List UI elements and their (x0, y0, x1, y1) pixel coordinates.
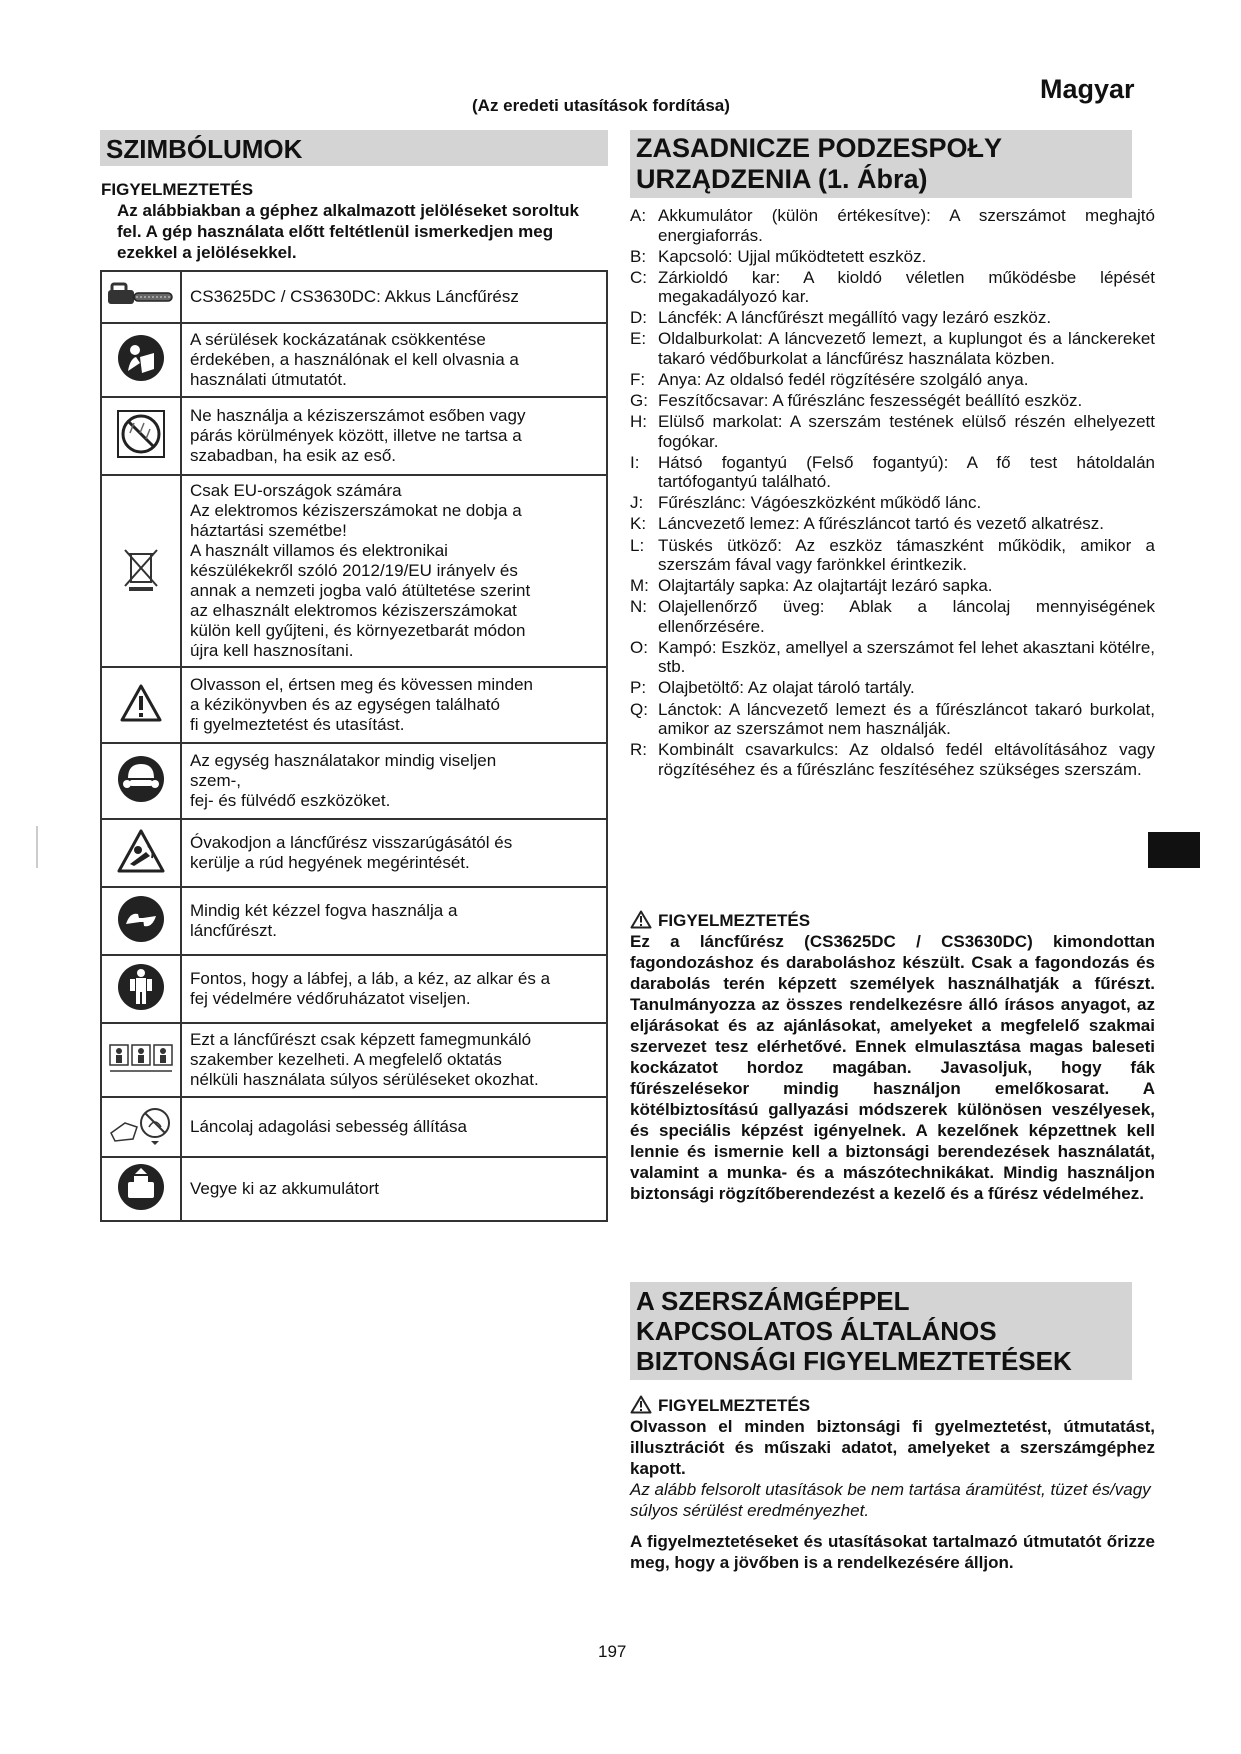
symbols-table (100, 270, 608, 1222)
chainsaw-warning (630, 910, 1155, 1204)
general-safety-title-line: A SZERSZÁMGÉPPEL (636, 1286, 910, 1316)
list-item (630, 678, 1155, 698)
component-key: B: (630, 246, 647, 266)
symbol-text-line: Olvasson el, értsen meg és kövessen minden (190, 675, 534, 694)
symbol-text-line: CS3625DC / CS3630DC: Akkus Láncfűrész (190, 287, 519, 306)
symbols-warning (101, 180, 608, 263)
component-key: M: (630, 576, 649, 596)
list-item (630, 268, 1155, 307)
symbol-row (101, 887, 607, 955)
symbol-text-line: Az egység használatakor mindig viseljen (190, 751, 497, 770)
symbol-text-line: szem-, (190, 771, 241, 790)
remove-battery-icon (116, 1162, 166, 1212)
symbol-row (101, 819, 607, 887)
components-title-line: URZĄDZENIA (1. Ábra) (636, 164, 928, 194)
symbol-text-line: az elhasznált elektromos kéziszerszámokat (190, 601, 517, 620)
component-key: Q: (630, 699, 648, 719)
component-key: H: (630, 412, 647, 432)
symbol-row (101, 323, 607, 397)
protective-clothing-icon (116, 962, 166, 1012)
kickback-warning-icon (116, 828, 166, 874)
list-item (630, 412, 1155, 451)
symbol-text-line: A használt villamos és elektronikai (190, 541, 448, 560)
component-text: Tüskés ütköző: Az eszköz támaszként működik, amikor a szerszám fával vagy farönkkel érintkezik. (658, 535, 1155, 575)
warning-triangle-icon (119, 683, 163, 723)
warning-triangle-icon (630, 1395, 652, 1414)
general-safety-bold-text: Olvasson el minden biztonsági fi gyelmeztetést, útmutatást, illusztrációt és műszaki adatot, amelyeket a szerszámgéphez kapott. (630, 1417, 1155, 1478)
component-key: A: (630, 206, 647, 225)
symbol-row (101, 1157, 607, 1221)
translation-subtitle: (Az eredeti utasítások fordítása) (472, 96, 730, 115)
list-item (630, 638, 1155, 677)
symbol-text-line: külön kell gyűjteni, és környezetbarát módon (190, 621, 526, 640)
page-number: 197 (598, 1642, 627, 1661)
component-text: Kapcsoló: Ujjal működtetett eszköz. (658, 246, 927, 266)
component-key: I: (630, 452, 640, 472)
symbol-text-line: újra kell hasznosítani. (190, 641, 354, 660)
chainsaw-icon (106, 276, 176, 314)
component-text: Akkumulátor (külön értékesítve): A szerszámot meghajtó energiaforrás. (658, 206, 1155, 245)
component-text: Láncfék: A láncfűrészt megállító vagy lezáró eszköz. (658, 308, 1052, 328)
symbol-text-line: A sérülések kockázatának csökkentése (190, 330, 486, 349)
component-key: F: (630, 369, 646, 389)
list-item (630, 206, 1155, 245)
symbol-text-line: kerülje a rúd hegyének megérintését. (190, 853, 470, 872)
component-key: G: (630, 391, 648, 411)
component-text: Olajellenőrző üveg: Ablak a láncolaj mennyiségének ellenőrzésére. (658, 597, 1155, 636)
symbol-row (101, 667, 607, 743)
symbol-text-line: fi gyelmeztetést és utasítást. (190, 715, 405, 734)
symbol-row (101, 955, 607, 1023)
chainsaw-warning-text: Ez a láncfűrész (CS3625DC / CS3630DC) kimondottan fagondozáshoz és daraboláshoz készült. Csak a fagondozás és darabolás terén képzett személyek használhatják a fűrészt. Tanulmányozza az összes rendelkezésre álló írásos anyagot, az eljárásokat és az ajánlásokat, amelyeket a megfelelő szakmai szervezet tesz elérhetővé. Ennek elmulasztása magas baleseti kockázatot hordoz magában. Javasoljuk, hogy fák fűrészelésekor mindig használjon emelőkosarat. A kötélbiztosítású gallyazási módszerek különösen veszélyesek, és speciális képzést igényelnek. A kezelőnek képzettnek kell lennie és ismernie kell a biztonsági berendezések használatát, valamint a munka- és a mászótechnikákat. Mindig használjon biztonsági rögzítőberendezést a kezelő és a fűrész védelméhez. (630, 932, 1155, 1203)
component-text: Feszítőcsavar: A fűrészlánc feszességét beállító eszköz. (658, 391, 1083, 411)
list-item (630, 493, 1155, 513)
list-item (630, 329, 1155, 368)
symbol-text-line: Óvakodjon a láncfűrész visszarúgásától és (190, 833, 513, 852)
symbol-text-line: a kézikönyvben és az egységen található (190, 695, 500, 714)
symbol-text-line: használati útmutatót. (190, 370, 347, 389)
components-title-line: ZASADNICZE PODZESPOŁY (636, 133, 1003, 163)
symbol-text-line: készülékekről szóló 2012/19/EU irányelv és (190, 561, 518, 580)
component-text: Fűrészlánc: Vágóeszközként működő lánc. (658, 493, 982, 513)
two-hands-icon (116, 894, 166, 944)
component-text: Lánctok: A láncvezető lemezt és a fűrészláncot takaró burkolat, amikor az szerszámot nem használják. (658, 699, 1155, 738)
component-key: R: (630, 740, 647, 760)
component-text: Olajtartály sapka: Az olajtartájt lezáró sapka. (658, 576, 993, 596)
symbol-text-line: Ezt a láncfűrészt csak képzett famegmunkáló (190, 1030, 532, 1049)
symbol-text-line: nélküli használata súlyos sérüléseket okozhat. (190, 1070, 539, 1089)
symbol-text-line: Mindig két kézzel fogva használja a (190, 901, 458, 920)
component-key: D: (630, 308, 647, 328)
list-item (630, 576, 1155, 596)
component-key: L: (630, 535, 645, 555)
symbol-text-line: háztartási szemétbe! (190, 521, 347, 540)
trained-operator-icon (108, 1041, 174, 1075)
symbol-text-line: Vegye ki az akkumulátort (190, 1179, 379, 1198)
symbol-text-line: annak a nemzeti jogba való átültetése szerint (190, 581, 531, 600)
symbol-row (101, 1023, 607, 1097)
general-safety-italic-text: Az alább felsorolt utasítások be nem tartása áramütést, tüzet és/vagy súlyos sérülést eredményezhet. (630, 1480, 1151, 1520)
symbol-text-line: Az elektromos kéziszerszámokat ne dobja a (190, 501, 522, 520)
symbols-warning-label: FIGYELMEZTETÉS (101, 180, 254, 199)
list-item (630, 247, 1155, 267)
component-text: Hátsó fogantyú (Felső fogantyú): A fő test hátoldalán tartófogantyú található. (658, 452, 1155, 492)
list-item (630, 391, 1155, 411)
symbol-text-line: fej védelmére védőruházatot viseljen. (190, 989, 471, 1008)
symbol-row (101, 1097, 607, 1157)
symbol-text-line: érdekében, a használónak el kell olvasnia a (190, 350, 519, 369)
components-list (630, 206, 1155, 781)
list-item (630, 536, 1155, 575)
component-text: Zárkioldó kar: A kioldó véletlen működésbe lépését megakadályozó kar. (658, 267, 1155, 307)
general-safety-title-line: BIZTONSÁGI FIGYELMEZTETÉSEK (636, 1346, 1072, 1376)
list-item (630, 740, 1155, 779)
component-key: J: (630, 493, 644, 513)
oil-feed-icon (105, 1103, 177, 1147)
general-safety-section-title (630, 1282, 1132, 1380)
component-text: Kombinált csavarkulcs: Az oldalsó fedél eltávolításához vagy rögzítéséhez és a fűrészlánc feszítéséhez szükséges szerszám. (658, 740, 1155, 779)
component-key: C: (630, 267, 647, 287)
general-safety-title-line: KAPCSOLATOS ÁLTALÁNOS (636, 1316, 997, 1346)
symbol-text-line: Csak EU-országok számára (190, 481, 402, 500)
symbol-text-line: szabadban, ha esik az eső. (190, 446, 397, 465)
component-text: Oldalburkolat: A láncvezető lemezt, a kuplungot és a lánckereket takaró védőburkolat a láncfűrész használata közben. (658, 329, 1155, 368)
language-label: Magyar (1040, 74, 1135, 104)
list-item (630, 514, 1155, 534)
symbol-row (101, 397, 607, 475)
symbol-row (101, 271, 607, 323)
head-protection-icon (116, 754, 166, 804)
language-tab-marker (1148, 832, 1200, 868)
general-safety-warning-label: FIGYELMEZTETÉS (658, 1396, 811, 1415)
symbol-row (101, 743, 607, 819)
component-key: O: (630, 637, 648, 657)
list-item (630, 597, 1155, 636)
general-safety-warning (630, 1395, 1155, 1573)
warning-triangle-icon (630, 910, 652, 929)
component-key: E: (630, 329, 647, 349)
symbol-text-line: Ne használja a kéziszerszámot esőben vagy (190, 406, 526, 425)
component-key: P: (630, 678, 647, 698)
symbol-text-line: Fontos, hogy a lábfej, a láb, a kéz, az alkar és a (190, 969, 551, 988)
symbol-text-line: láncfűrészt. (190, 921, 277, 940)
weee-bin-icon (121, 546, 161, 592)
chainsaw-warning-label: FIGYELMEZTETÉS (658, 911, 811, 930)
symbol-text-line: Láncolaj adagolási sebesség állítása (190, 1117, 467, 1136)
symbol-text-line: párás körülmények között, illetve ne tartsa a (190, 426, 522, 445)
symbols-section-title: SZIMBÓLUMOK (100, 130, 608, 166)
symbol-text-line: fej- és fülvédő eszközöket. (190, 791, 391, 810)
symbol-text-line: szakember kezelheti. A megfelelő oktatás (190, 1050, 502, 1069)
component-text: Láncvezető lemez: A fűrészláncot tartó és vezető alkatrész. (658, 514, 1105, 534)
component-key: N: (630, 597, 647, 617)
list-item (630, 308, 1155, 328)
component-text: Anya: Az oldalsó fedél rögzítésére szolgáló anya. (658, 369, 1029, 389)
component-key: K: (630, 514, 647, 534)
component-text: Kampó: Eszköz, amellyel a szerszámot fel lehet akasztani kötélre, stb. (658, 637, 1155, 677)
general-safety-bold-text-2: A figyelmeztetéseket és utasításokat tartalmazó útmutatót őrizze meg, hogy a jövőben is a rendelkezésére álljon. (630, 1532, 1155, 1572)
list-item (630, 453, 1155, 492)
list-item (630, 370, 1155, 390)
components-section-title (630, 130, 1132, 198)
component-text: Elülső markolat: A szerszám testének elülső részén elhelyezett fogókar. (658, 412, 1155, 451)
no-rain-icon (116, 409, 166, 459)
component-text: Olajbetöltő: Az olajat tároló tartály. (658, 678, 915, 698)
symbols-warning-text: Az alábbiakban a géphez alkalmazott jelöléseket soroltuk fel. A gép használata előtt feltétlenül ismerkedjen meg ezekkel a jelölésekkel. (117, 201, 579, 262)
margin-mark (36, 826, 38, 868)
symbol-row (101, 475, 607, 667)
read-manual-icon (116, 333, 166, 383)
list-item (630, 700, 1155, 739)
